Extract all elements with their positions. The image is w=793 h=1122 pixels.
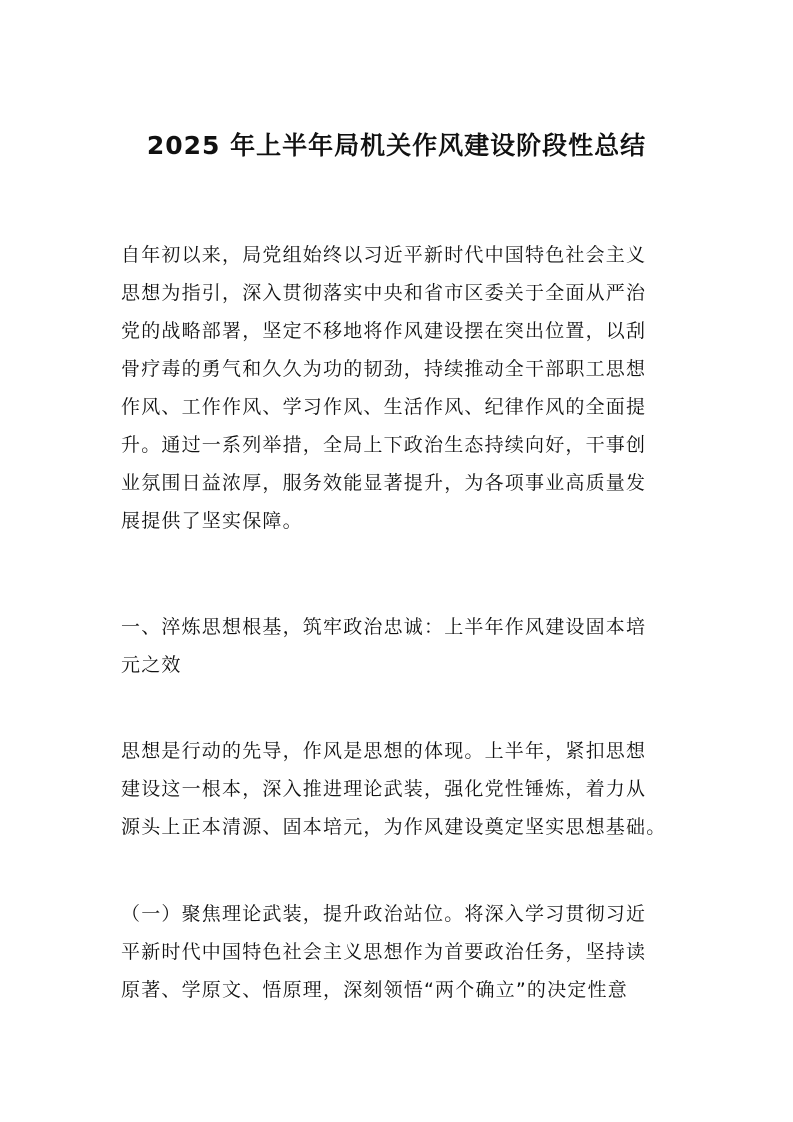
text-line: 源头上正本清源、固本培元，为作风建设奠定坚实思想基础。	[121, 816, 667, 838]
text-line: 元之效	[121, 654, 182, 676]
text-line: （一）聚焦理论武装，提升政治站位。将深入学习贯彻习近	[121, 903, 647, 925]
section-heading-1	[121, 608, 681, 684]
text-line: 思想是行动的先导，作风是思想的体现。上半年，紧扣思想	[121, 740, 647, 762]
document-title: 2025 年上半年局机关作风建设阶段性总结	[146, 131, 647, 160]
text-line: 业氛围日益浓厚，服务效能显著提升，为各项事业高质量发	[121, 472, 647, 494]
text-line: 党的战略部署，坚定不移地将作风建设摆在突出位置，以刮	[121, 320, 647, 342]
text-line: 展提供了坚实保障。	[121, 510, 303, 532]
text-line: 骨疗毒的勇气和久久为功的韧劲，持续推动全干部职工思想	[121, 358, 647, 380]
paragraph-section-1-intro	[121, 732, 681, 846]
text-line: 建设这一根本，深入推进理论武装，强化党性锤炼，着力从	[121, 778, 647, 800]
paragraph-subsection-1	[121, 895, 681, 1009]
text-line: 平新时代中国特色社会主义思想作为首要政治任务，坚持读	[121, 941, 647, 963]
paragraph-intro	[121, 236, 681, 540]
text-line: 原著、学原文、悟原理，深刻领悟“两个确立”的决定性意	[121, 979, 628, 1001]
text-line: 升。通过一系列举措，全局上下政治生态持续向好，干事创	[121, 434, 647, 456]
text-line: 一、淬炼思想根基，筑牢政治忠诚：上半年作风建设固本培	[121, 616, 647, 638]
text-line: 自年初以来，局党组始终以习近平新时代中国特色社会主义	[121, 244, 647, 266]
text-line: 作风、工作作风、学习作风、生活作风、纪律作风的全面提	[121, 396, 647, 418]
text-line: 思想为指引，深入贯彻落实中央和省市区委关于全面从严治	[121, 282, 647, 304]
